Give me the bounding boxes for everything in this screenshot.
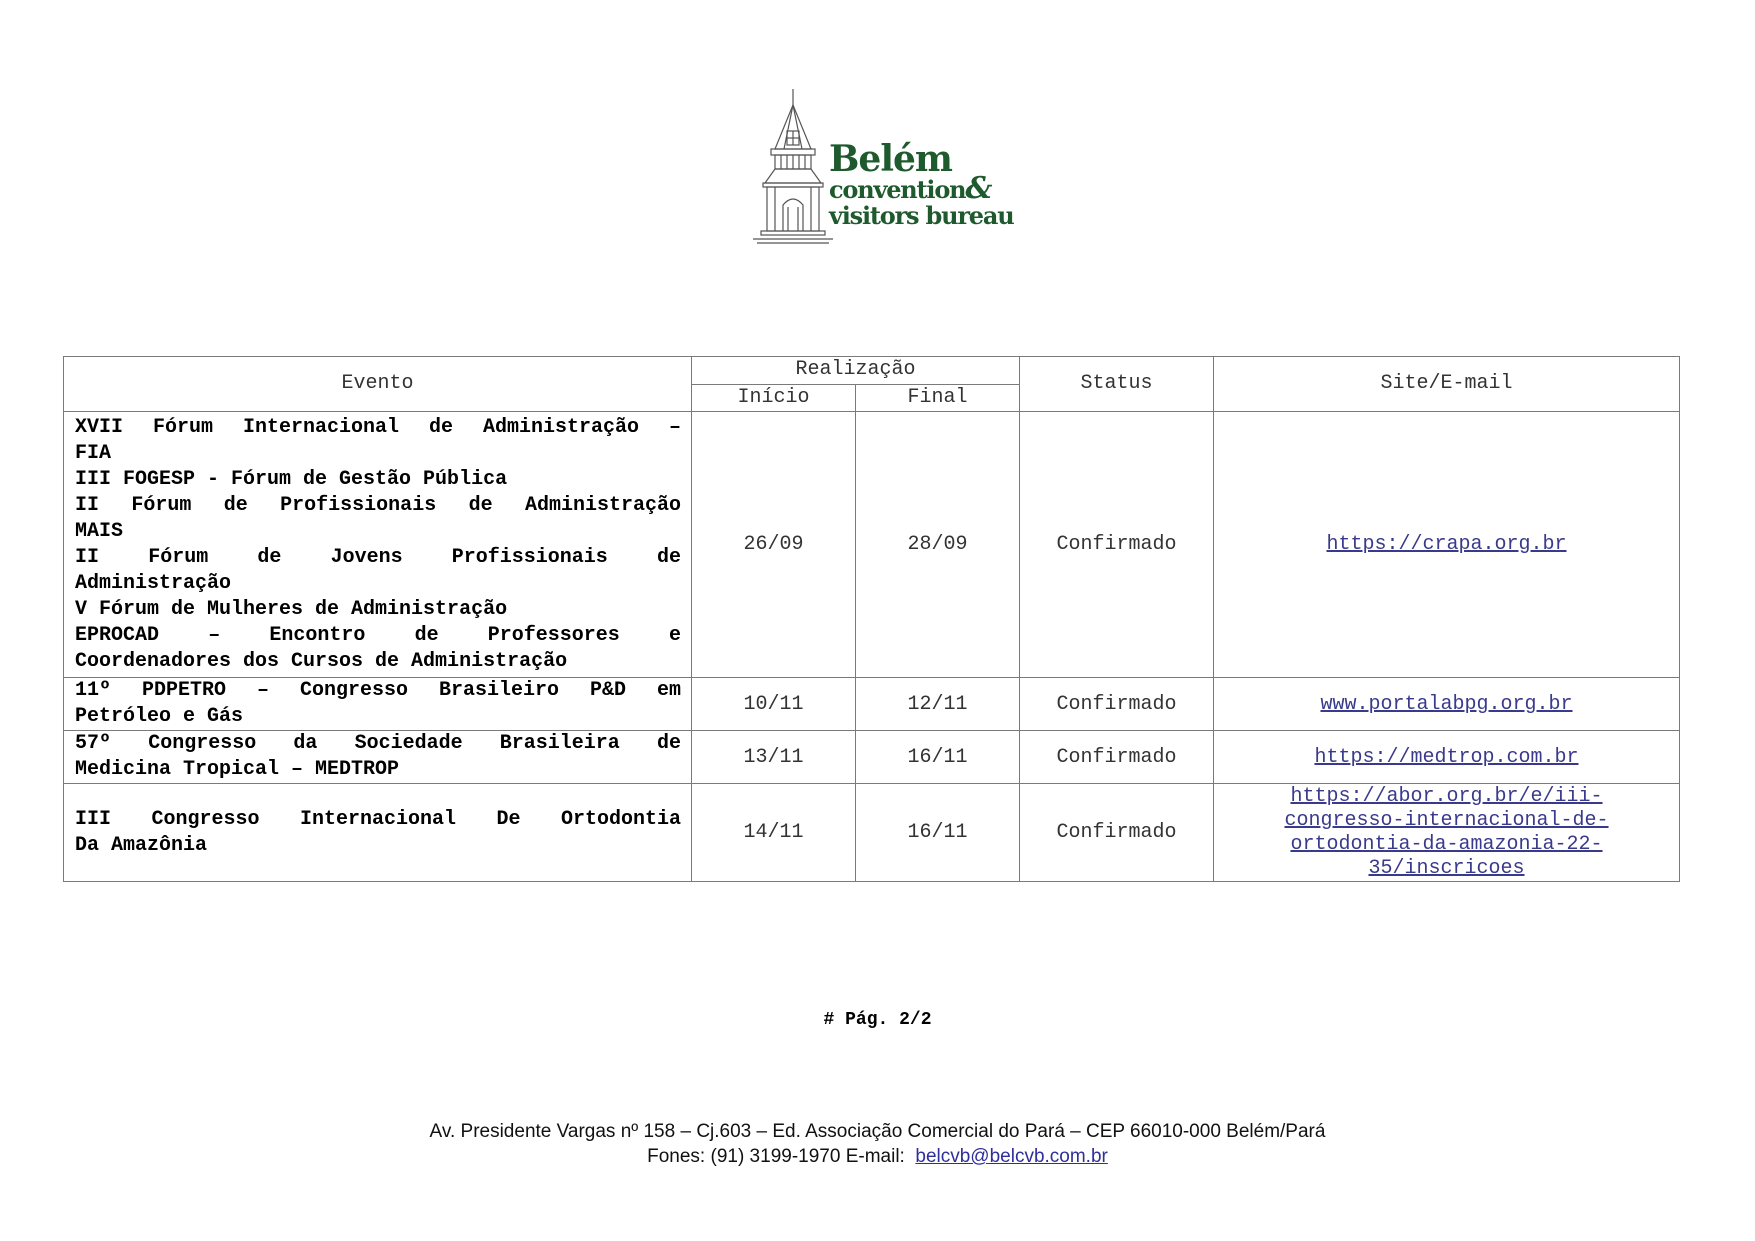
event-line: Da Amazônia bbox=[75, 833, 208, 857]
site-cell bbox=[1214, 731, 1680, 784]
site-link[interactable]: www.portalabpg.org.br bbox=[1320, 692, 1573, 716]
site-link[interactable] bbox=[1284, 785, 1608, 881]
event-line: 11º PDPETRO – Congresso Brasileiro P&D em bbox=[75, 679, 681, 702]
event-name bbox=[64, 415, 691, 675]
site-link-line: ortodontia-da-amazonia-22- bbox=[1290, 832, 1603, 856]
status-text: Confirmado bbox=[1020, 412, 1214, 678]
table-row bbox=[64, 678, 1680, 731]
event-line: FIA bbox=[75, 441, 112, 465]
status-text: Confirmado bbox=[1020, 731, 1214, 784]
logo-title: Belém bbox=[829, 138, 953, 180]
end-date: 28/09 bbox=[856, 412, 1020, 678]
event-line: II Fórum de Profissionais de Administração bbox=[75, 493, 681, 517]
start-date: 10/11 bbox=[692, 678, 856, 731]
event-line: Petróleo e Gás bbox=[75, 705, 244, 728]
start-date: 13/11 bbox=[692, 731, 856, 784]
event-line: EPROCAD – Encontro de Professores e bbox=[75, 623, 681, 647]
event-cell bbox=[64, 678, 692, 731]
logo-line2 bbox=[829, 171, 1013, 206]
footer-email-link[interactable]: belcvb@belcvb.com.br bbox=[915, 1146, 1108, 1167]
event-line: Administração bbox=[75, 571, 232, 595]
event-cell bbox=[64, 784, 692, 882]
logo-line3: visitors bureau bbox=[829, 201, 1014, 230]
status-text: Confirmado bbox=[1020, 784, 1214, 882]
footer-phones: Fones: (91) 3199-1970 E-mail: bbox=[647, 1146, 905, 1167]
event-cell bbox=[64, 412, 692, 678]
site-cell bbox=[1214, 784, 1680, 882]
logo bbox=[753, 87, 1025, 247]
start-date: 26/09 bbox=[692, 412, 856, 678]
logo-ampersand: & bbox=[965, 171, 992, 206]
event-line: Coordenadores dos Cursos de Administração bbox=[75, 649, 568, 673]
tower-icon bbox=[753, 87, 833, 247]
page-number: # Pág. 2/2 bbox=[823, 1010, 932, 1030]
footer bbox=[0, 1119, 1755, 1169]
event-line: III FOGESP - Fórum de Gestão Pública bbox=[75, 467, 508, 491]
site-link-line: 35/inscricoes bbox=[1368, 856, 1525, 880]
site-link[interactable]: https://medtrop.com.br bbox=[1314, 745, 1579, 769]
table-row bbox=[64, 412, 1680, 678]
event-line: V Fórum de Mulheres de Administração bbox=[75, 597, 508, 621]
start-date: 14/11 bbox=[692, 784, 856, 882]
site-link-line: congresso-internacional-de- bbox=[1284, 808, 1609, 832]
event-line: 57º Congresso da Sociedade Brasileira de bbox=[75, 732, 681, 755]
header-event: Evento bbox=[64, 357, 692, 412]
site-cell bbox=[1214, 412, 1680, 678]
table-row bbox=[64, 731, 1680, 784]
event-line: MAIS bbox=[75, 519, 124, 543]
header-realizacao: Realização bbox=[692, 357, 1020, 385]
event-name bbox=[64, 731, 691, 783]
event-line: Medicina Tropical – MEDTROP bbox=[75, 758, 400, 781]
event-cell bbox=[64, 731, 692, 784]
end-date: 16/11 bbox=[856, 731, 1020, 784]
events-table bbox=[63, 356, 1680, 882]
event-line: III Congresso Internacional De Ortodontia bbox=[75, 807, 681, 831]
header-start: Início bbox=[692, 384, 856, 412]
header-row bbox=[64, 357, 1680, 385]
header-site: Site/E-mail bbox=[1214, 357, 1680, 412]
footer-contact bbox=[0, 1144, 1755, 1169]
site-link-line: https://abor.org.br/e/iii- bbox=[1290, 784, 1603, 808]
logo-text bbox=[829, 138, 1014, 230]
event-name bbox=[64, 678, 691, 730]
event-line: XVII Fórum Internacional de Administração – bbox=[75, 415, 681, 439]
end-date: 12/11 bbox=[856, 678, 1020, 731]
logo-line2-text: convention bbox=[829, 175, 966, 204]
end-date: 16/11 bbox=[856, 784, 1020, 882]
status-text: Confirmado bbox=[1020, 678, 1214, 731]
site-cell bbox=[1214, 678, 1680, 731]
header-status: Status bbox=[1020, 357, 1214, 412]
event-line: II Fórum de Jovens Profissionais de bbox=[75, 545, 681, 569]
footer-address: Av. Presidente Vargas nº 158 – Cj.603 – Ed. Associação Comercial do Pará – CEP 66010-000 Belém/Pará bbox=[429, 1121, 1326, 1142]
header-end: Final bbox=[856, 384, 1020, 412]
site-link[interactable]: https://crapa.org.br bbox=[1326, 533, 1567, 556]
event-name bbox=[64, 807, 691, 859]
table-row bbox=[64, 784, 1680, 882]
